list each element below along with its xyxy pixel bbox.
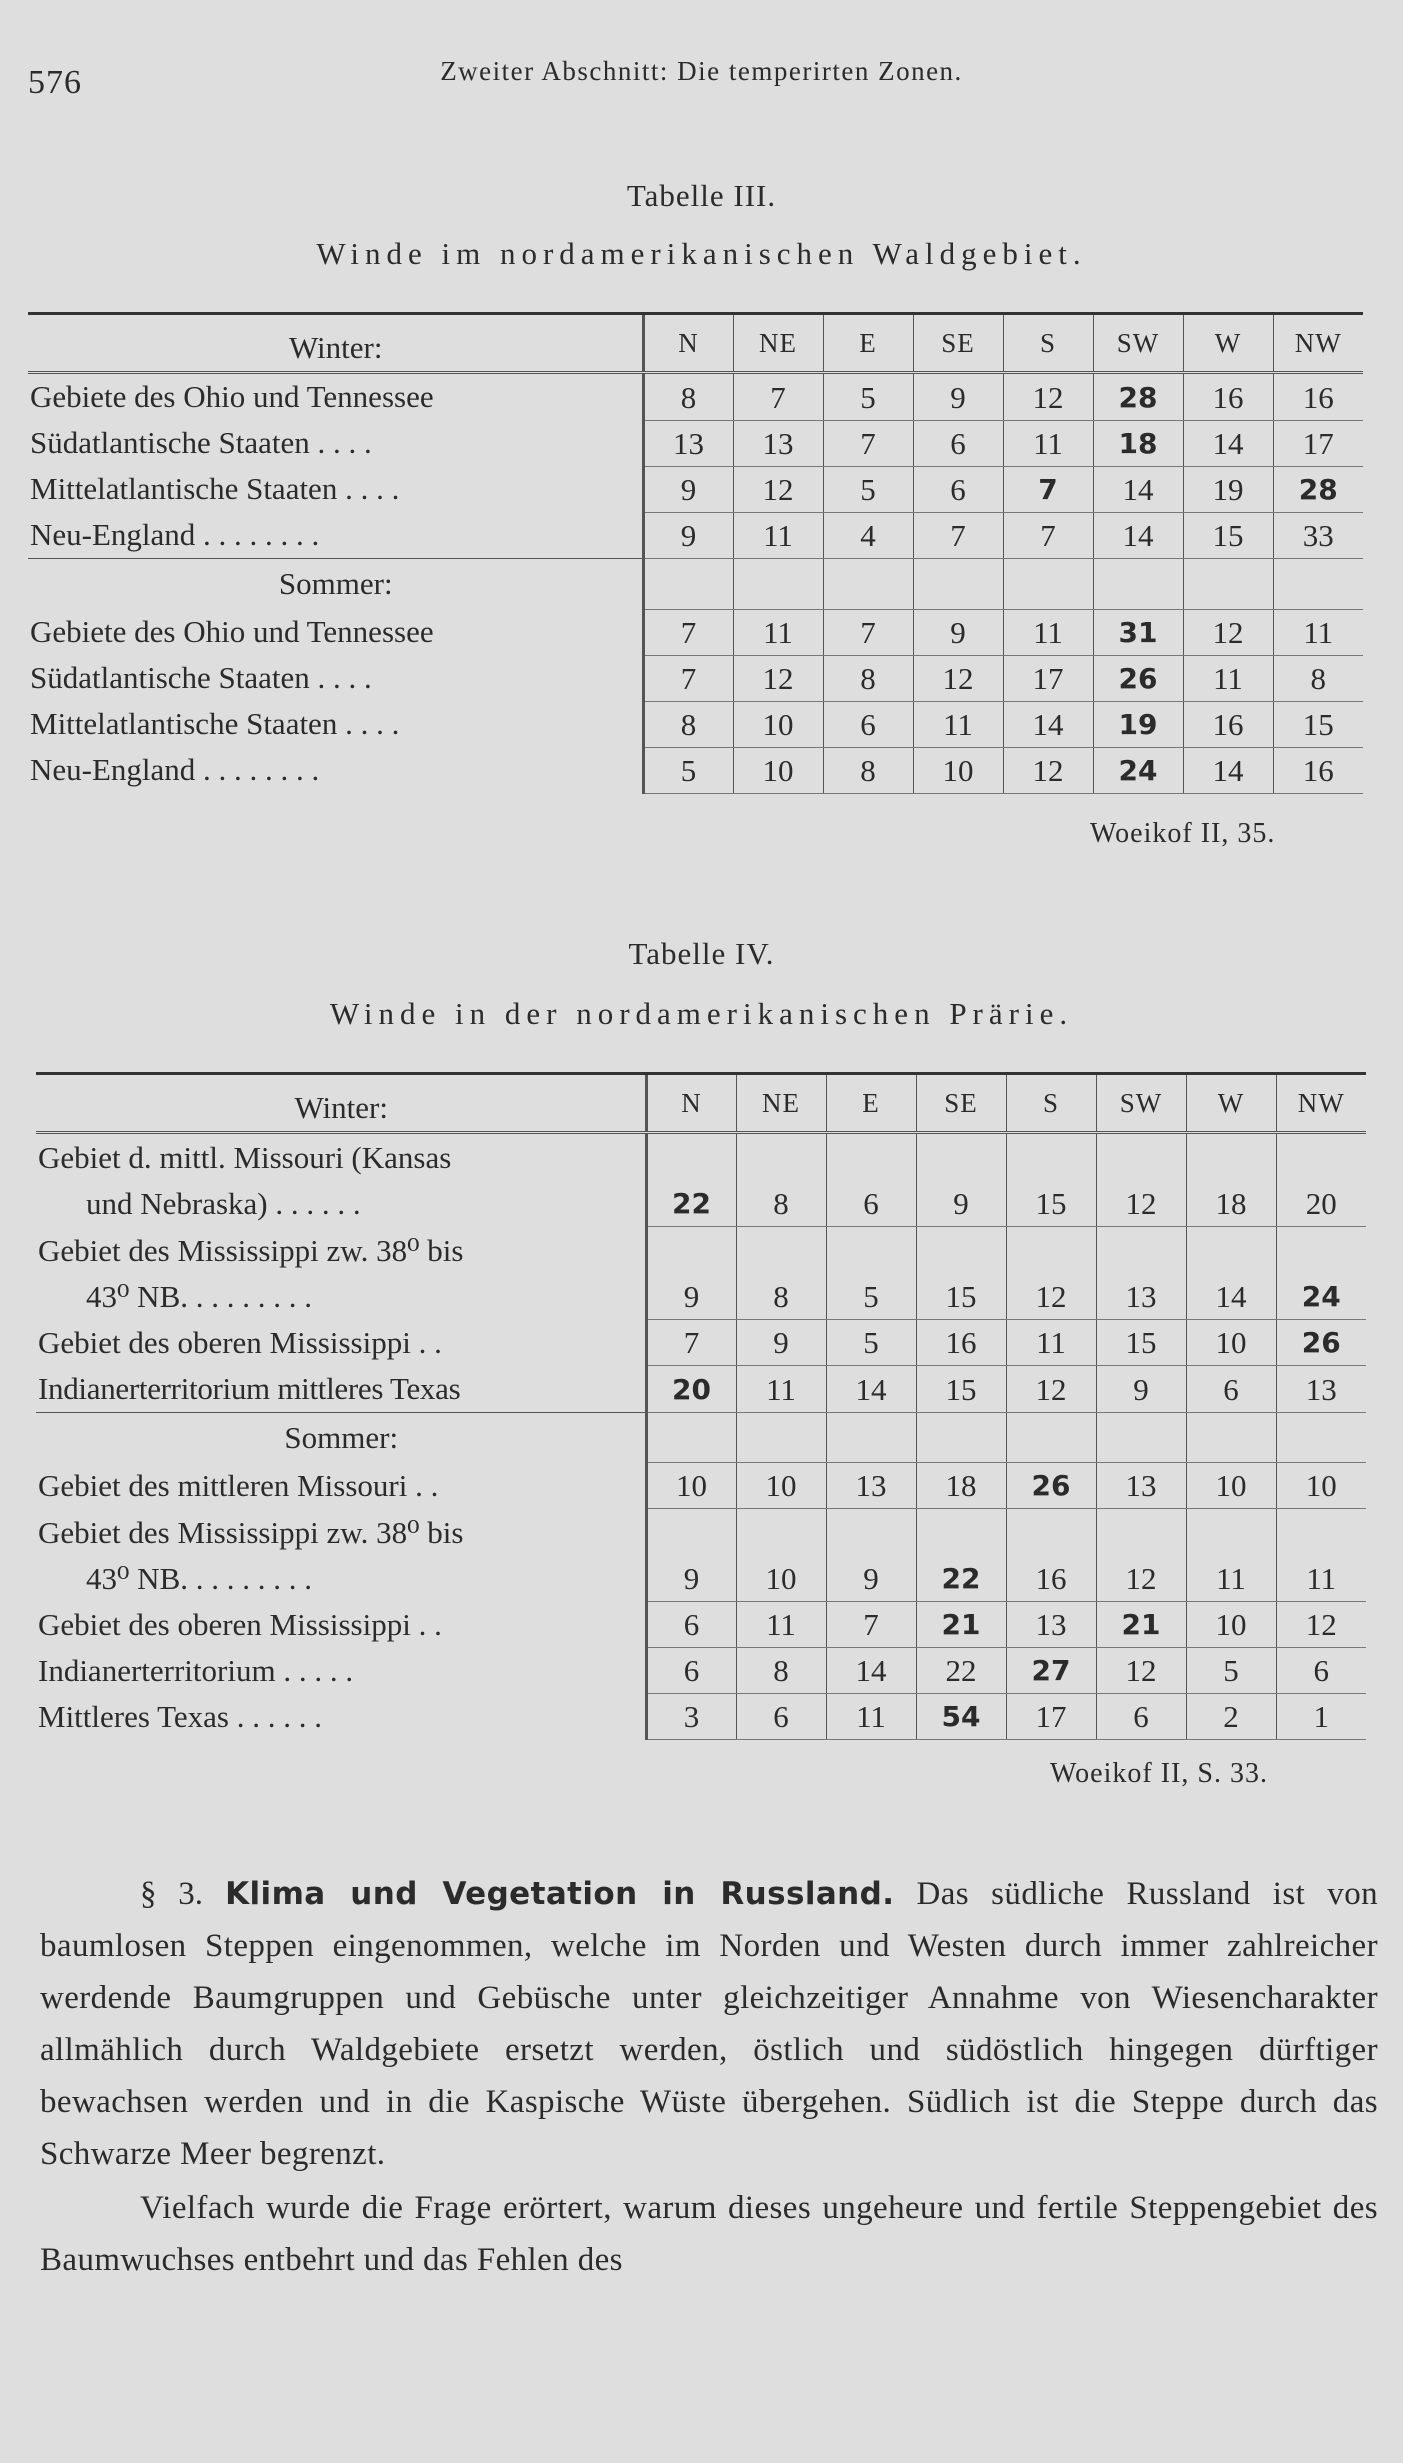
table-cell: 5	[643, 747, 733, 793]
table-cell: 15	[916, 1366, 1006, 1413]
table-cell: 11	[733, 609, 823, 655]
table4-col-n: N	[646, 1074, 736, 1133]
table-row	[28, 609, 1363, 655]
row-label	[36, 1133, 646, 1227]
table-cell: 14	[1183, 747, 1273, 793]
table4-title: Winde in der nordamerikanischen Prärie.	[329, 996, 1074, 1031]
table-cell: 8	[736, 1648, 826, 1694]
table-cell: 18	[916, 1463, 1006, 1509]
table-cell: 10	[646, 1463, 736, 1509]
table-cell: 31	[1093, 609, 1183, 655]
table4-label: Tabelle IV.	[628, 936, 775, 971]
table3-summer-label: Sommer:	[28, 559, 643, 610]
table-row	[36, 1648, 1366, 1694]
table4-col-se: SE	[916, 1074, 1006, 1133]
table-cell: 15	[1006, 1133, 1096, 1227]
table-row	[36, 1133, 1366, 1227]
row-label: Gebiet des oberen Mississippi . .	[38, 1606, 442, 1642]
table-cell: 5	[823, 466, 913, 512]
row-label: Gebiet des mittleren Missouri . .	[38, 1467, 439, 1503]
table-cell: 10	[736, 1509, 826, 1602]
table3-col-w: W	[1183, 314, 1273, 373]
table3-col-s: S	[1003, 314, 1093, 373]
row-label-line: Gebiet des Mississippi zw. 38⁰ bis	[38, 1232, 464, 1268]
table-cell: 11	[736, 1602, 826, 1648]
table-cell: 33	[1273, 512, 1363, 559]
table-cell: 19	[1183, 466, 1273, 512]
table-cell: 11	[826, 1694, 916, 1740]
table-cell: 27	[1006, 1648, 1096, 1694]
table3-col-ne: NE	[733, 314, 823, 373]
table-row	[36, 1463, 1366, 1509]
table-cell: 20	[646, 1366, 736, 1413]
row-label-line: und Nebraska) . . . . . .	[86, 1185, 361, 1221]
table-cell: 12	[733, 655, 823, 701]
row-label	[36, 1509, 646, 1602]
table-cell: 13	[643, 420, 733, 466]
table-cell: 26	[1276, 1320, 1366, 1366]
table-cell: 6	[913, 420, 1003, 466]
table-cell: 7	[826, 1602, 916, 1648]
table-cell: 11	[1273, 609, 1363, 655]
table-cell: 7	[823, 420, 913, 466]
table-cell: 7	[733, 373, 823, 421]
row-label: Indianerterritorium . . . . .	[38, 1652, 354, 1688]
table-cell: 6	[826, 1133, 916, 1227]
table3-col-n: N	[643, 314, 733, 373]
table-cell: 14	[826, 1648, 916, 1694]
table-cell: 12	[1003, 373, 1093, 421]
table-cell: 8	[736, 1227, 826, 1320]
row-label: Mittleres Texas . . . . . .	[38, 1698, 322, 1734]
table-cell: 16	[1183, 373, 1273, 421]
table-cell: 13	[1276, 1366, 1366, 1413]
table-cell: 22	[916, 1509, 1006, 1602]
table-cell: 11	[1006, 1320, 1096, 1366]
table-cell: 7	[913, 512, 1003, 559]
body-text	[40, 1868, 1378, 2286]
table4-col-s: S	[1006, 1074, 1096, 1133]
table-cell: 10	[1276, 1463, 1366, 1509]
table-cell: 26	[1006, 1463, 1096, 1509]
table3-source: Woeikof II, 35.	[1090, 818, 1276, 849]
table-cell: 12	[1003, 747, 1093, 793]
table-cell: 9	[643, 512, 733, 559]
table-row	[28, 373, 1363, 421]
table-cell: 9	[646, 1509, 736, 1602]
paragraph	[40, 1868, 1378, 2180]
table-cell: 14	[1183, 420, 1273, 466]
table-cell: 10	[1186, 1602, 1276, 1648]
table-cell: 11	[733, 512, 823, 559]
table-cell: 6	[646, 1602, 736, 1648]
table-cell: 14	[1093, 466, 1183, 512]
table-cell: 16	[1006, 1509, 1096, 1602]
table-cell: 15	[1096, 1320, 1186, 1366]
table4-col-w: W	[1186, 1074, 1276, 1133]
table-cell: 26	[1093, 655, 1183, 701]
table-cell: 13	[1096, 1463, 1186, 1509]
table-cell: 17	[1006, 1694, 1096, 1740]
page-number: 576	[28, 64, 82, 101]
row-label	[36, 1227, 646, 1320]
table-cell: 12	[733, 466, 823, 512]
table-cell: 13	[1096, 1227, 1186, 1320]
row-label: Gebiet des oberen Mississippi . .	[38, 1324, 442, 1360]
table3-col-sw: SW	[1093, 314, 1183, 373]
table-cell: 12	[1006, 1366, 1096, 1413]
table-row	[36, 1602, 1366, 1648]
table-cell: 16	[1273, 373, 1363, 421]
row-label: Mittelatlantische Staaten . . . .	[30, 706, 400, 741]
paragraph-text: Das südliche Russland ist von baumlosen Steppen eingenommen, welche im Norden und Westen durch immer zahlreicher werdende Baumgruppen und Gebüsche unter gleichzeitiger Annahme von Wiesencharakter allmählich durch Waldgebiete ersetzt werden, östlich und südöstlich hingegen dürftiger bewachsen werden und in die Kaspische Wüste übergehen. Südlich ist die Steppe durch das Schwarze Meer begrenzt.	[40, 1876, 1379, 2172]
table4-header-row	[36, 1074, 1366, 1133]
table-cell: 11	[913, 701, 1003, 747]
table-cell: 15	[1273, 701, 1363, 747]
table-cell: 5	[826, 1227, 916, 1320]
table-cell: 5	[826, 1320, 916, 1366]
table3-col-e: E	[823, 314, 913, 373]
table-cell: 1	[1276, 1694, 1366, 1740]
table3-col-nw: NW	[1273, 314, 1363, 373]
table-cell: 6	[823, 701, 913, 747]
table-cell: 7	[646, 1320, 736, 1366]
row-label: Neu-England . . . . . . . .	[30, 517, 320, 552]
table4-source: Woeikof II, S. 33.	[1050, 1758, 1268, 1789]
table-cell: 6	[1276, 1648, 1366, 1694]
table3-summer-header-row	[28, 559, 1363, 610]
table3-title: Winde im nordamerikanischen Waldgebiet.	[316, 236, 1087, 271]
table-cell: 14	[826, 1366, 916, 1413]
table-cell: 18	[1186, 1133, 1276, 1227]
table-row	[36, 1227, 1366, 1320]
table-cell: 7	[643, 655, 733, 701]
table-cell: 28	[1273, 466, 1363, 512]
table-cell: 7	[643, 609, 733, 655]
row-label-line: Gebiet d. mittl. Missouri (Kansas	[38, 1139, 452, 1175]
row-label: Gebiete des Ohio und Tennessee	[30, 614, 434, 649]
table-cell: 12	[1096, 1509, 1186, 1602]
table-row	[36, 1320, 1366, 1366]
paragraph-text: Vielfach wurde die Frage erörtert, warum dieses ungeheure und fertile Steppengebiet des Baumwuchses entbehrt und das Fehlen des	[40, 2190, 1378, 2278]
table-cell: 12	[1006, 1227, 1096, 1320]
table-row	[36, 1509, 1366, 1602]
table-cell: 9	[1096, 1366, 1186, 1413]
table-cell: 8	[643, 373, 733, 421]
table4	[36, 1072, 1366, 1740]
row-label: Südatlantische Staaten . . . .	[30, 425, 372, 460]
table-cell: 14	[1186, 1227, 1276, 1320]
paragraph	[40, 2182, 1378, 2286]
table-cell: 13	[733, 420, 823, 466]
table-cell: 6	[913, 466, 1003, 512]
table-cell: 24	[1276, 1227, 1366, 1320]
table-cell: 9	[913, 609, 1003, 655]
table-cell: 14	[1003, 701, 1093, 747]
table3-winter-label: Winter:	[28, 314, 643, 373]
table-cell: 21	[1096, 1602, 1186, 1648]
table-cell: 10	[1186, 1320, 1276, 1366]
table-cell: 10	[733, 747, 823, 793]
table-cell: 54	[916, 1694, 1006, 1740]
table-cell: 11	[736, 1366, 826, 1413]
section-number: § 3.	[140, 1876, 203, 1912]
table-row	[36, 1694, 1366, 1740]
table-row	[36, 1366, 1366, 1413]
table4-summer-header-row	[36, 1412, 1366, 1463]
row-label: Indianerterritorium mittleres Texas	[38, 1370, 461, 1406]
table-row	[28, 420, 1363, 466]
table-cell: 6	[646, 1648, 736, 1694]
table4-col-ne: NE	[736, 1074, 826, 1133]
table-cell: 8	[736, 1133, 826, 1227]
table-cell: 10	[913, 747, 1003, 793]
table-cell: 16	[1183, 701, 1273, 747]
table4-summer-label: Sommer:	[36, 1412, 646, 1463]
row-label-line: 43⁰ NB. . . . . . . . .	[86, 1278, 312, 1314]
table-cell: 3	[646, 1694, 736, 1740]
row-label: Mittelatlantische Staaten . . . .	[30, 471, 400, 506]
table-cell: 9	[913, 373, 1003, 421]
table-cell: 7	[823, 609, 913, 655]
table-row	[28, 512, 1363, 559]
table-cell: 2	[1186, 1694, 1276, 1740]
table-row	[28, 466, 1363, 512]
table-cell: 13	[826, 1463, 916, 1509]
table-cell: 15	[1183, 512, 1273, 559]
row-label: Neu-England . . . . . . . .	[30, 752, 320, 787]
table-cell: 19	[1093, 701, 1183, 747]
table-cell: 11	[1276, 1509, 1366, 1602]
table-cell: 16	[916, 1320, 1006, 1366]
table-cell: 9	[736, 1320, 826, 1366]
table-cell: 8	[823, 655, 913, 701]
row-label-line: Gebiet des Mississippi zw. 38⁰ bis	[38, 1514, 464, 1550]
table-cell: 8	[1273, 655, 1363, 701]
table3-col-se: SE	[913, 314, 1003, 373]
table4-col-nw: NW	[1276, 1074, 1366, 1133]
table-row	[28, 747, 1363, 793]
table-cell: 5	[1186, 1648, 1276, 1694]
table-cell: 9	[643, 466, 733, 512]
table-cell: 7	[1003, 466, 1093, 512]
table-cell: 13	[1006, 1602, 1096, 1648]
table-cell: 12	[913, 655, 1003, 701]
table4-col-sw: SW	[1096, 1074, 1186, 1133]
table-cell: 18	[1093, 420, 1183, 466]
table-row	[28, 655, 1363, 701]
table-cell: 21	[916, 1602, 1006, 1648]
table-cell: 16	[1273, 747, 1363, 793]
table-cell: 11	[1183, 655, 1273, 701]
table3-header-row	[28, 314, 1363, 373]
table4-winter-label: Winter:	[36, 1074, 646, 1133]
table-cell: 11	[1003, 420, 1093, 466]
table-cell: 22	[916, 1648, 1006, 1694]
row-label: Südatlantische Staaten . . . .	[30, 660, 372, 695]
table-cell: 11	[1186, 1509, 1276, 1602]
running-head: Zweiter Abschnitt: Die temperirten Zonen.	[440, 56, 963, 86]
table-cell: 24	[1093, 747, 1183, 793]
table-cell: 14	[1093, 512, 1183, 559]
table-cell: 12	[1276, 1602, 1366, 1648]
table3-label: Tabelle III.	[626, 178, 777, 213]
table-cell: 10	[1186, 1463, 1276, 1509]
table-cell: 12	[1096, 1133, 1186, 1227]
table-cell: 9	[916, 1133, 1006, 1227]
table4-col-e: E	[826, 1074, 916, 1133]
table-cell: 10	[736, 1463, 826, 1509]
table-cell: 12	[1096, 1648, 1186, 1694]
table-cell: 7	[1003, 512, 1093, 559]
table-cell: 22	[646, 1133, 736, 1227]
table-cell: 17	[1273, 420, 1363, 466]
table-row	[28, 701, 1363, 747]
table-cell: 17	[1003, 655, 1093, 701]
row-label: Gebiete des Ohio und Tennessee	[30, 379, 434, 414]
table-cell: 11	[1003, 609, 1093, 655]
table-cell: 28	[1093, 373, 1183, 421]
table-cell: 9	[646, 1227, 736, 1320]
table-cell: 15	[916, 1227, 1006, 1320]
table-cell: 6	[736, 1694, 826, 1740]
table-cell: 6	[1186, 1366, 1276, 1413]
row-label-line: 43⁰ NB. . . . . . . . .	[86, 1560, 312, 1596]
table-cell: 6	[1096, 1694, 1186, 1740]
table-cell: 20	[1276, 1133, 1366, 1227]
table-cell: 12	[1183, 609, 1273, 655]
table-cell: 8	[823, 747, 913, 793]
table-cell: 9	[826, 1509, 916, 1602]
table-cell: 10	[733, 701, 823, 747]
table-cell: 5	[823, 373, 913, 421]
table-cell: 4	[823, 512, 913, 559]
table3	[28, 312, 1363, 794]
table-cell: 8	[643, 701, 733, 747]
section-title: Klima und Vegetation in Russland.	[225, 1876, 895, 1912]
